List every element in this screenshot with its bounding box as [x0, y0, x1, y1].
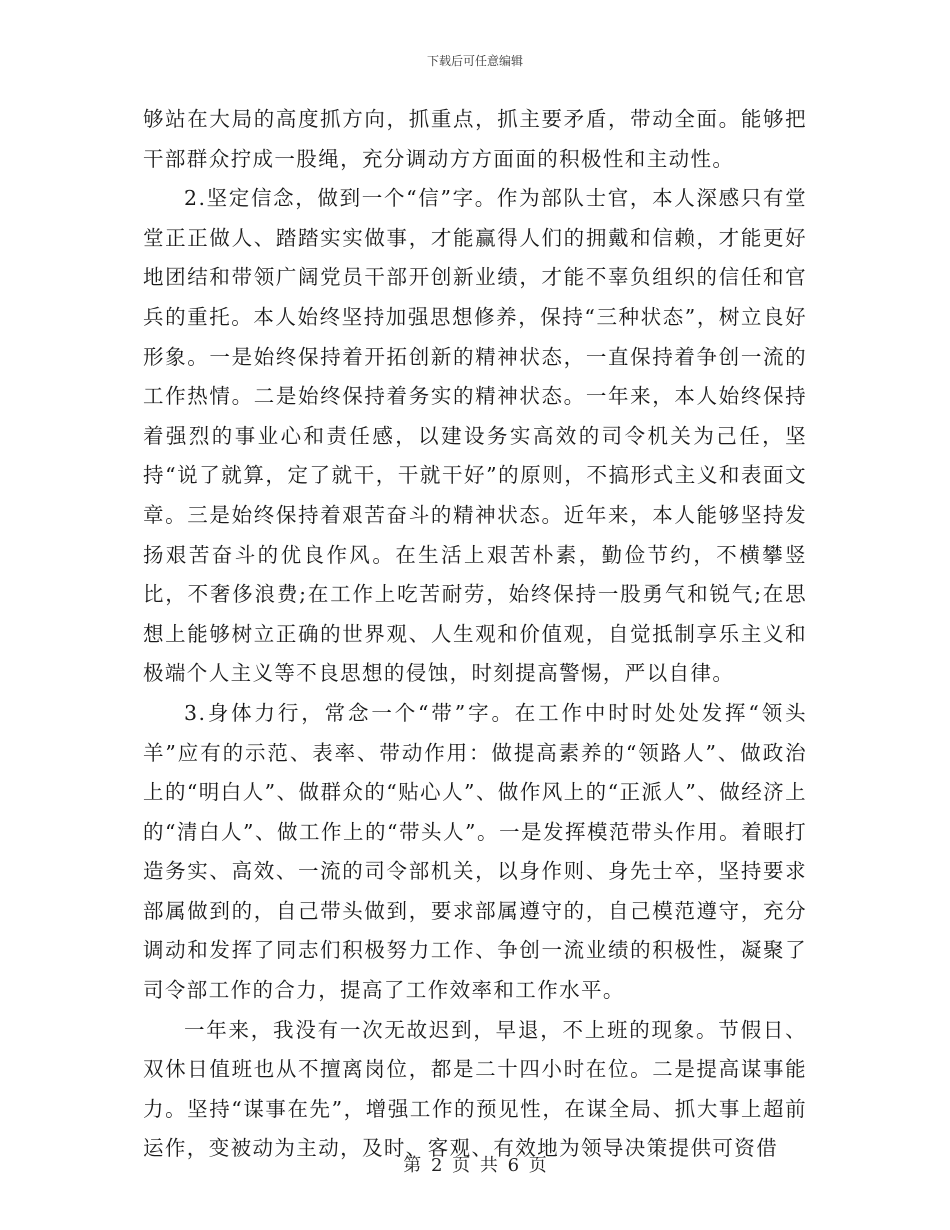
paragraph-2: 2.坚定信念，做到一个“信”字。作为部队士官，本人深感只有堂堂正正做人、踏踏实实做事，才能赢得人们的拥戴和信赖，才能更好地团结和带领广阔党员干部开创新业绩，才能不辜负组织的信任和官兵的重托。本人始终坚持加强思想修养，保持“三种状态”，树立良好形象。一是始终保持着开拓创新的精神状态，一直保持着争创一流的工作热情。二是始终保持着务实的精神状态。一年来，本人始终保持着强烈的事业心和责任感，以建设务实高效的司令机关为己任，坚持“说了就算，定了就干，干就干好”的原则，不搞形式主义和表面文章。三是始终保持着艰苦奋斗的精神状态。近年来，本人能够坚持发扬艰苦奋斗的优良作风。在生活上艰苦朴素，勤俭节约，不横攀竖比，不奢侈浪费;在工作上吃苦耐劳，始终保持一股勇气和锐气;在思想上能够树立正确的世界观、人生观和价值观，自觉抵制享乐主义和极端个人主义等不良思想的侵蚀，时刻提高警惕，严以自律。 [143, 186, 807, 686]
page-header: 下载后可任意编辑 [426, 54, 523, 68]
document-body [143, 100, 807, 1169]
paragraph-1: 够站在大局的高度抓方向，抓重点，抓主要矛盾，带动全面。能够把干部群众拧成一股绳，充分调动方方面面的积极性和主动性。 [143, 107, 807, 171]
page-number-footer: 第 2 页 共 6 页 [403, 1155, 547, 1176]
paragraph-3: 3.身体力行，常念一个“带”字。在工作中时时处处发挥“领头羊”应有的示范、表率、带动作用：做提高素养的“领路人”、做政治上的“明白人”、做群众的“贴心人”、做作风上的“正派人”、做经济上的“清白人”、做工作上的“带头人”。一是发挥模范带头作用。着眼打造务实、高效、一流的司令部机关，以身作则、身先士卒，坚持要求部属做到的，自己带头做到，要求部属遵守的，自己模范遵守，充分调动和发挥了同志们积极努力工作、争创一流业绩的积极性，凝聚了司令部工作的合力，提高了工作效率和工作水平。 [143, 700, 807, 1003]
paragraph-4: 一年来，我没有一次无故迟到，早退，不上班的现象。节假日、双休日值班也从不擅离岗位，都是二十四小时在位。二是提高谋事能力。坚持“谋事在先”，增强工作的预见性，在谋全局、抓大事上超前运作，变被动为主动，及时、客观、有效地为领导决策提供可资借 [143, 1017, 807, 1161]
